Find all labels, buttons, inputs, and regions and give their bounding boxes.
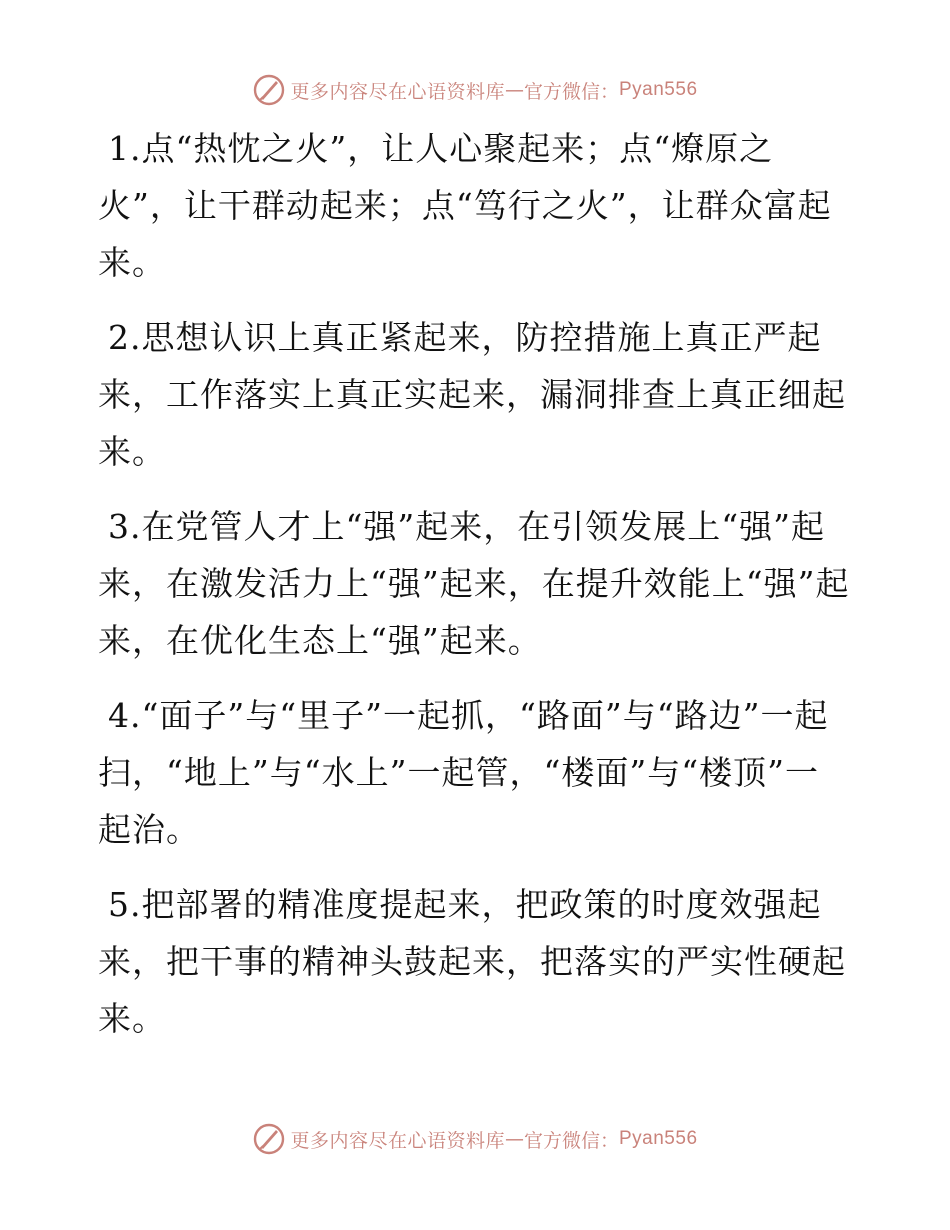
quill-logo-icon [252,73,286,107]
banner-dash: — [504,79,524,101]
item-number: 3. [108,507,142,546]
item-number: 4. [108,696,142,735]
banner-wechat-handle: Pyan556 [619,79,698,100]
list-item [98,498,850,669]
item-text: 在党管人才上“强”起来，在引领发展上“强”起来，在激发活力上“强”起来，在提升效能上“强”起来，在优化生态上“强”起来。 [98,507,850,660]
list-item [98,876,850,1047]
banner-wechat-label: 官方微信： [523,80,619,103]
header-watermark-banner [0,70,950,110]
banner-promo-text: 更多内容尽在心语资料库 [290,80,505,103]
list-item [98,120,850,291]
banner-dash: — [504,1128,524,1150]
item-text: 思想认识上真正紧起来，防控措施上真正严起来，工作落实上真正实起来，漏洞排查上真正细起来。 [98,318,846,471]
item-text: “面子”与“里子”一起抓，“路面”与“路边”一起扫，“地上”与“水上”一起管，“楼面”与“楼顶”一起治。 [98,696,829,849]
item-number: 1. [108,129,142,168]
list-item [98,309,850,480]
item-number: 5. [108,885,142,924]
banner-promo-text: 更多内容尽在心语资料库 [290,1129,505,1152]
item-text: 点“热忱之火”，让人心聚起来；点“燎原之火”，让干群动起来；点“笃行之火”，让群众富起来。 [98,129,832,282]
item-number: 2. [108,318,142,357]
banner-wechat-handle: Pyan556 [619,1128,698,1149]
list-item [98,687,850,858]
footer-watermark-banner [0,1119,950,1159]
quill-logo-icon [252,1122,286,1156]
item-text: 把部署的精准度提起来，把政策的时度效强起来，把干事的精神头鼓起来，把落实的严实性硬起来。 [98,885,846,1038]
document-body [98,120,850,1065]
banner-wechat-label: 官方微信： [523,1129,619,1152]
